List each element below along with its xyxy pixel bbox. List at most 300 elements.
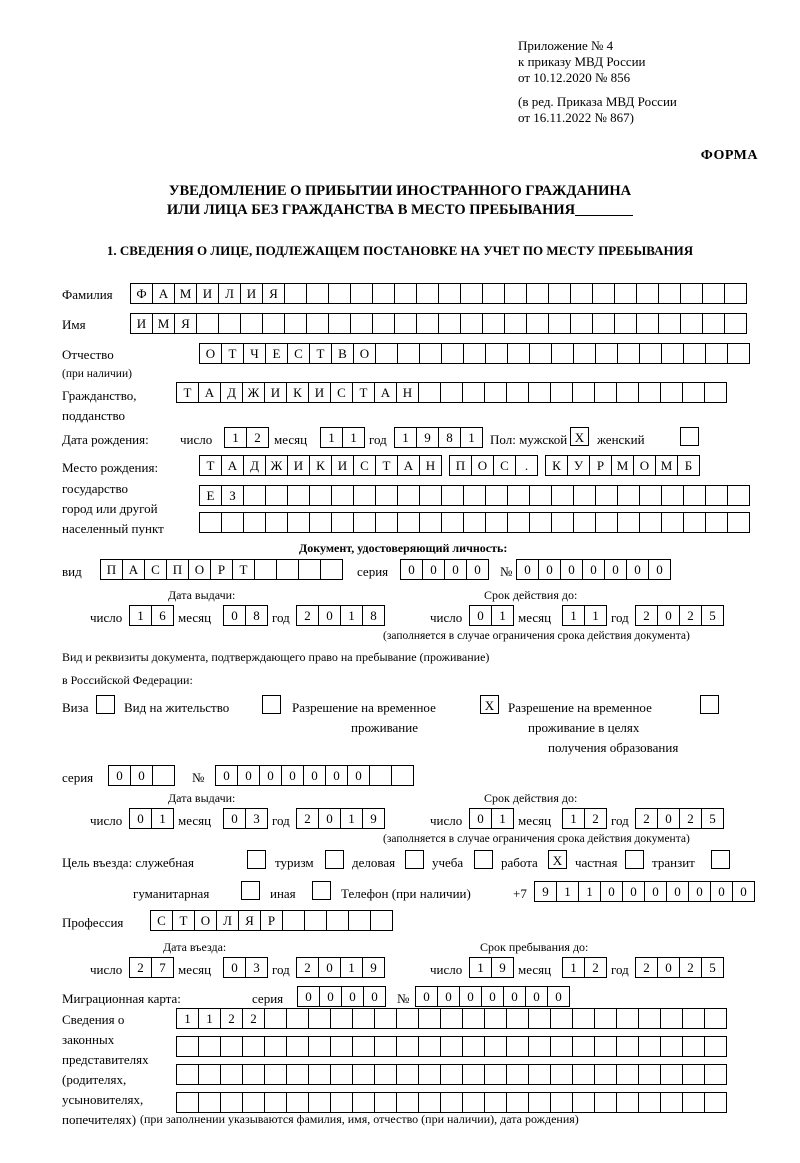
form-cell[interactable] <box>594 1036 617 1057</box>
form-cell[interactable] <box>711 850 730 869</box>
form-cell[interactable] <box>330 1092 353 1113</box>
form-cell[interactable]: 1 <box>578 881 601 902</box>
form-cell[interactable] <box>298 559 321 580</box>
form-cell[interactable] <box>617 512 640 533</box>
form-cell[interactable]: Е <box>265 343 288 364</box>
form-cell[interactable]: 0 <box>481 986 504 1007</box>
doc-number-boxes[interactable] <box>516 559 670 580</box>
form-cell[interactable]: С <box>493 455 516 476</box>
form-cell[interactable] <box>661 343 684 364</box>
form-cell[interactable] <box>440 1008 463 1029</box>
form-cell[interactable] <box>704 1092 727 1113</box>
form-cell[interactable] <box>484 1008 507 1029</box>
form-cell[interactable]: X <box>570 427 589 446</box>
form-cell[interactable]: О <box>194 910 217 931</box>
form-cell[interactable]: О <box>471 455 494 476</box>
form-cell[interactable] <box>636 313 659 334</box>
form-cell[interactable]: М <box>655 455 678 476</box>
form-cell[interactable] <box>306 283 329 304</box>
form-cell[interactable] <box>284 283 307 304</box>
form-cell[interactable] <box>350 283 373 304</box>
form-cell[interactable]: 0 <box>657 808 680 829</box>
form-cell[interactable]: Т <box>309 343 332 364</box>
form-cell[interactable]: 1 <box>198 1008 221 1029</box>
form-cell[interactable] <box>617 343 640 364</box>
form-cell[interactable] <box>198 1064 221 1085</box>
purpose-private-checkbox[interactable] <box>625 850 643 869</box>
birthplace-row-3-boxes[interactable] <box>199 512 749 533</box>
form-cell[interactable]: 0 <box>297 986 320 1007</box>
form-cell[interactable] <box>312 881 331 900</box>
form-cell[interactable]: П <box>100 559 123 580</box>
doc-issue-month-boxes[interactable] <box>223 605 267 626</box>
form-cell[interactable] <box>199 512 222 533</box>
form-cell[interactable]: 0 <box>688 881 711 902</box>
purpose-work-checkbox[interactable] <box>548 850 566 869</box>
form-cell[interactable] <box>352 1064 375 1085</box>
form-cell[interactable]: 1 <box>340 808 363 829</box>
form-cell[interactable]: 0 <box>318 957 341 978</box>
form-cell[interactable]: Б <box>677 455 700 476</box>
sex-male-checkbox[interactable] <box>570 427 588 446</box>
form-cell[interactable]: 9 <box>534 881 557 902</box>
purpose-study-checkbox[interactable] <box>474 850 492 869</box>
form-cell[interactable] <box>284 313 307 334</box>
form-cell[interactable]: М <box>611 455 634 476</box>
form-cell[interactable] <box>438 313 461 334</box>
form-cell[interactable] <box>220 1092 243 1113</box>
form-cell[interactable] <box>683 485 706 506</box>
form-cell[interactable]: 8 <box>362 605 385 626</box>
form-cell[interactable] <box>353 512 376 533</box>
form-cell[interactable] <box>504 313 527 334</box>
birth-day-boxes[interactable] <box>224 427 268 448</box>
form-cell[interactable] <box>504 283 527 304</box>
form-cell[interactable]: 0 <box>223 957 246 978</box>
form-cell[interactable] <box>309 485 332 506</box>
form-cell[interactable]: А <box>152 283 175 304</box>
form-cell[interactable]: 2 <box>220 1008 243 1029</box>
form-cell[interactable] <box>396 1008 419 1029</box>
form-cell[interactable] <box>617 485 640 506</box>
form-cell[interactable]: 0 <box>319 986 342 1007</box>
perm-issue-year-boxes[interactable] <box>296 808 384 829</box>
form-cell[interactable]: 0 <box>400 559 423 580</box>
form-cell[interactable] <box>375 485 398 506</box>
form-cell[interactable]: 0 <box>560 559 583 580</box>
form-cell[interactable] <box>638 1064 661 1085</box>
form-cell[interactable] <box>242 1036 265 1057</box>
perm-issue-day-boxes[interactable] <box>129 808 173 829</box>
form-cell[interactable] <box>460 313 483 334</box>
form-cell[interactable] <box>528 1092 551 1113</box>
profession-boxes[interactable] <box>150 910 392 931</box>
form-cell[interactable] <box>616 1092 639 1113</box>
doc-issue-year-boxes[interactable] <box>296 605 384 626</box>
form-cell[interactable] <box>526 313 549 334</box>
form-cell[interactable] <box>350 313 373 334</box>
form-cell[interactable] <box>254 559 277 580</box>
form-cell[interactable] <box>320 559 343 580</box>
form-cell[interactable] <box>240 313 263 334</box>
purpose-service-checkbox[interactable] <box>247 850 265 869</box>
stay-month-boxes[interactable] <box>562 957 606 978</box>
form-cell[interactable] <box>572 1008 595 1029</box>
purpose-transit-checkbox[interactable] <box>711 850 729 869</box>
form-cell[interactable] <box>682 1064 705 1085</box>
citizenship-boxes[interactable] <box>176 382 726 403</box>
form-cell[interactable]: Т <box>221 343 244 364</box>
birth-month-boxes[interactable] <box>320 427 364 448</box>
entry-month-boxes[interactable] <box>223 957 267 978</box>
form-cell[interactable] <box>396 1064 419 1085</box>
form-cell[interactable]: А <box>122 559 145 580</box>
form-cell[interactable] <box>462 1092 485 1113</box>
form-cell[interactable]: 1 <box>562 808 585 829</box>
form-cell[interactable]: 0 <box>318 808 341 829</box>
form-cell[interactable] <box>462 1064 485 1085</box>
form-cell[interactable]: 0 <box>516 559 539 580</box>
form-cell[interactable]: 1 <box>460 427 483 448</box>
form-cell[interactable] <box>369 765 392 786</box>
form-cell[interactable] <box>221 512 244 533</box>
form-cell[interactable]: Т <box>176 382 199 403</box>
form-cell[interactable] <box>474 850 493 869</box>
form-cell[interactable] <box>286 1064 309 1085</box>
form-cell[interactable] <box>506 1064 529 1085</box>
form-cell[interactable]: Т <box>352 382 375 403</box>
form-cell[interactable]: Я <box>262 283 285 304</box>
form-cell[interactable] <box>375 343 398 364</box>
form-cell[interactable] <box>484 382 507 403</box>
form-cell[interactable] <box>507 343 530 364</box>
form-cell[interactable] <box>286 1092 309 1113</box>
form-cell[interactable] <box>304 910 327 931</box>
form-cell[interactable]: 0 <box>444 559 467 580</box>
form-cell[interactable] <box>325 850 344 869</box>
doc-kind-boxes[interactable] <box>100 559 342 580</box>
form-cell[interactable] <box>727 343 750 364</box>
form-cell[interactable] <box>638 1092 661 1113</box>
form-cell[interactable] <box>550 1008 573 1029</box>
form-cell[interactable]: Т <box>172 910 195 931</box>
entry-day-boxes[interactable] <box>129 957 173 978</box>
legalrep-row-2-boxes[interactable] <box>176 1036 726 1057</box>
form-cell[interactable]: Р <box>260 910 283 931</box>
form-cell[interactable]: 0 <box>341 986 364 1007</box>
form-cell[interactable] <box>416 283 439 304</box>
form-cell[interactable] <box>528 1064 551 1085</box>
form-cell[interactable]: 0 <box>325 765 348 786</box>
form-cell[interactable]: 3 <box>245 957 268 978</box>
form-cell[interactable] <box>264 1092 287 1113</box>
form-cell[interactable] <box>418 382 441 403</box>
form-cell[interactable] <box>702 283 725 304</box>
form-cell[interactable]: 1 <box>340 605 363 626</box>
form-cell[interactable] <box>372 313 395 334</box>
form-cell[interactable]: 0 <box>130 765 153 786</box>
perm-valid-day-boxes[interactable] <box>469 808 513 829</box>
form-cell[interactable] <box>506 382 529 403</box>
form-cell[interactable] <box>528 1008 551 1029</box>
form-cell[interactable] <box>218 313 241 334</box>
form-cell[interactable]: С <box>150 910 173 931</box>
form-cell[interactable] <box>683 512 706 533</box>
form-cell[interactable] <box>352 1036 375 1057</box>
form-cell[interactable] <box>660 1008 683 1029</box>
form-cell[interactable]: Я <box>238 910 261 931</box>
form-cell[interactable]: 2 <box>296 605 319 626</box>
form-cell[interactable] <box>462 382 485 403</box>
form-cell[interactable] <box>220 1064 243 1085</box>
form-cell[interactable]: 0 <box>600 881 623 902</box>
form-cell[interactable] <box>724 313 747 334</box>
form-cell[interactable] <box>704 1064 727 1085</box>
form-cell[interactable]: 0 <box>503 986 526 1007</box>
form-cell[interactable] <box>573 512 596 533</box>
form-cell[interactable] <box>418 1064 441 1085</box>
form-cell[interactable] <box>704 382 727 403</box>
form-cell[interactable]: И <box>308 382 331 403</box>
form-cell[interactable] <box>625 850 644 869</box>
entry-year-boxes[interactable] <box>296 957 384 978</box>
form-cell[interactable] <box>440 1092 463 1113</box>
form-cell[interactable] <box>374 1064 397 1085</box>
form-cell[interactable]: Я <box>174 313 197 334</box>
form-cell[interactable] <box>419 343 442 364</box>
form-cell[interactable] <box>551 512 574 533</box>
form-cell[interactable] <box>328 313 351 334</box>
form-cell[interactable] <box>724 283 747 304</box>
form-cell[interactable]: 0 <box>303 765 326 786</box>
form-cell[interactable]: 1 <box>340 957 363 978</box>
form-cell[interactable] <box>287 485 310 506</box>
form-cell[interactable] <box>616 1064 639 1085</box>
form-cell[interactable]: О <box>188 559 211 580</box>
birthplace-row-1-boxes[interactable] <box>199 455 699 476</box>
form-cell[interactable]: 0 <box>459 986 482 1007</box>
form-cell[interactable] <box>551 343 574 364</box>
form-cell[interactable] <box>592 313 615 334</box>
form-cell[interactable] <box>529 512 552 533</box>
form-cell[interactable] <box>397 343 420 364</box>
form-cell[interactable] <box>594 1008 617 1029</box>
form-cell[interactable] <box>265 485 288 506</box>
form-cell[interactable] <box>616 1008 639 1029</box>
form-cell[interactable] <box>286 1036 309 1057</box>
form-cell[interactable] <box>419 512 442 533</box>
form-cell[interactable]: И <box>130 313 153 334</box>
form-cell[interactable] <box>242 1064 265 1085</box>
form-cell[interactable]: Н <box>419 455 442 476</box>
form-cell[interactable]: 0 <box>237 765 260 786</box>
form-cell[interactable]: П <box>166 559 189 580</box>
form-cell[interactable]: 0 <box>223 808 246 829</box>
form-cell[interactable] <box>396 1092 419 1113</box>
form-cell[interactable]: У <box>567 455 590 476</box>
form-cell[interactable]: 2 <box>635 808 658 829</box>
form-cell[interactable] <box>331 512 354 533</box>
form-cell[interactable] <box>394 283 417 304</box>
form-cell[interactable]: 0 <box>422 559 445 580</box>
doc-series-boxes[interactable] <box>400 559 488 580</box>
form-cell[interactable] <box>727 485 750 506</box>
form-cell[interactable] <box>638 1008 661 1029</box>
perm-valid-year-boxes[interactable] <box>635 808 723 829</box>
form-cell[interactable]: В <box>331 343 354 364</box>
form-cell[interactable]: Т <box>375 455 398 476</box>
form-cell[interactable] <box>484 1064 507 1085</box>
form-cell[interactable]: 9 <box>362 808 385 829</box>
form-cell[interactable]: 0 <box>538 559 561 580</box>
form-cell[interactable] <box>680 427 699 446</box>
form-cell[interactable] <box>374 1036 397 1057</box>
birthplace-row-2-boxes[interactable] <box>199 485 749 506</box>
form-cell[interactable] <box>482 313 505 334</box>
form-cell[interactable] <box>548 283 571 304</box>
form-cell[interactable]: Л <box>216 910 239 931</box>
migration-number-boxes[interactable] <box>415 986 569 1007</box>
form-cell[interactable]: О <box>199 343 222 364</box>
doc-issue-day-boxes[interactable] <box>129 605 173 626</box>
form-cell[interactable]: Ф <box>130 283 153 304</box>
form-cell[interactable] <box>96 695 115 714</box>
form-cell[interactable]: А <box>221 455 244 476</box>
form-cell[interactable] <box>198 1092 221 1113</box>
form-cell[interactable]: Д <box>220 382 243 403</box>
form-cell[interactable]: 1 <box>151 808 174 829</box>
form-cell[interactable]: Т <box>232 559 255 580</box>
form-cell[interactable] <box>705 343 728 364</box>
form-cell[interactable] <box>352 1092 375 1113</box>
form-cell[interactable] <box>572 1036 595 1057</box>
form-cell[interactable]: 5 <box>701 605 724 626</box>
form-cell[interactable]: X <box>548 850 567 869</box>
form-cell[interactable]: Ч <box>243 343 266 364</box>
perm-series-boxes[interactable] <box>108 765 174 786</box>
form-cell[interactable]: И <box>287 455 310 476</box>
form-cell[interactable] <box>152 765 175 786</box>
form-cell[interactable]: 1 <box>491 808 514 829</box>
form-cell[interactable] <box>397 512 420 533</box>
form-cell[interactable]: О <box>353 343 376 364</box>
form-cell[interactable] <box>326 910 349 931</box>
form-cell[interactable] <box>374 1092 397 1113</box>
form-cell[interactable] <box>396 1036 419 1057</box>
form-cell[interactable] <box>661 485 684 506</box>
form-cell[interactable] <box>419 485 442 506</box>
form-cell[interactable]: 1 <box>129 605 152 626</box>
form-cell[interactable] <box>506 1036 529 1057</box>
form-cell[interactable]: 0 <box>347 765 370 786</box>
form-cell[interactable]: 3 <box>245 808 268 829</box>
form-cell[interactable] <box>372 283 395 304</box>
form-cell[interactable]: 9 <box>362 957 385 978</box>
form-cell[interactable]: 1 <box>556 881 579 902</box>
form-cell[interactable] <box>704 1036 727 1057</box>
form-cell[interactable] <box>243 512 266 533</box>
form-cell[interactable] <box>639 485 662 506</box>
form-cell[interactable]: 0 <box>469 808 492 829</box>
form-cell[interactable] <box>639 512 662 533</box>
legalrep-row-4-boxes[interactable] <box>176 1092 726 1113</box>
form-cell[interactable]: 0 <box>415 986 438 1007</box>
form-cell[interactable]: З <box>221 485 244 506</box>
form-cell[interactable]: 8 <box>245 605 268 626</box>
form-cell[interactable] <box>196 313 219 334</box>
form-cell[interactable]: А <box>397 455 420 476</box>
form-cell[interactable] <box>391 765 414 786</box>
form-cell[interactable]: Ж <box>265 455 288 476</box>
form-cell[interactable] <box>592 283 615 304</box>
form-cell[interactable] <box>418 1036 441 1057</box>
form-cell[interactable]: 2 <box>635 957 658 978</box>
form-cell[interactable]: С <box>353 455 376 476</box>
stay-day-boxes[interactable] <box>469 957 513 978</box>
visa-checkbox[interactable] <box>96 695 114 714</box>
perm-valid-month-boxes[interactable] <box>562 808 606 829</box>
form-cell[interactable]: К <box>286 382 309 403</box>
form-cell[interactable]: 1 <box>394 427 417 448</box>
form-cell[interactable]: 2 <box>584 957 607 978</box>
form-cell[interactable] <box>370 910 393 931</box>
form-cell[interactable] <box>616 382 639 403</box>
form-cell[interactable]: Ж <box>242 382 265 403</box>
form-cell[interactable] <box>682 1036 705 1057</box>
form-cell[interactable]: К <box>545 455 568 476</box>
form-cell[interactable] <box>660 1092 683 1113</box>
form-cell[interactable] <box>528 382 551 403</box>
form-cell[interactable]: 6 <box>151 605 174 626</box>
form-cell[interactable] <box>441 343 464 364</box>
form-cell[interactable]: 2 <box>246 427 269 448</box>
form-cell[interactable] <box>594 1064 617 1085</box>
form-cell[interactable] <box>276 559 299 580</box>
form-cell[interactable] <box>418 1008 441 1029</box>
form-cell[interactable]: И <box>264 382 287 403</box>
form-cell[interactable]: 1 <box>320 427 343 448</box>
form-cell[interactable] <box>529 343 552 364</box>
form-cell[interactable] <box>661 512 684 533</box>
form-cell[interactable] <box>570 283 593 304</box>
doc-valid-month-boxes[interactable] <box>562 605 606 626</box>
form-cell[interactable] <box>348 910 371 931</box>
form-cell[interactable] <box>572 382 595 403</box>
form-cell[interactable]: 0 <box>363 986 386 1007</box>
form-cell[interactable] <box>330 1008 353 1029</box>
form-cell[interactable]: 2 <box>242 1008 265 1029</box>
form-cell[interactable] <box>682 1008 705 1029</box>
form-cell[interactable]: 2 <box>584 808 607 829</box>
form-cell[interactable]: 1 <box>224 427 247 448</box>
form-cell[interactable] <box>529 485 552 506</box>
form-cell[interactable] <box>353 485 376 506</box>
form-cell[interactable]: 0 <box>466 559 489 580</box>
form-cell[interactable]: 0 <box>108 765 131 786</box>
form-cell[interactable]: 0 <box>223 605 246 626</box>
form-cell[interactable] <box>330 1064 353 1085</box>
form-cell[interactable] <box>460 283 483 304</box>
form-cell[interactable] <box>328 283 351 304</box>
form-cell[interactable]: 2 <box>635 605 658 626</box>
form-cell[interactable] <box>176 1092 199 1113</box>
form-cell[interactable]: Н <box>396 382 419 403</box>
form-cell[interactable] <box>660 1064 683 1085</box>
form-cell[interactable]: X <box>480 695 499 714</box>
form-cell[interactable]: 0 <box>215 765 238 786</box>
form-cell[interactable] <box>572 1092 595 1113</box>
form-cell[interactable] <box>702 313 725 334</box>
